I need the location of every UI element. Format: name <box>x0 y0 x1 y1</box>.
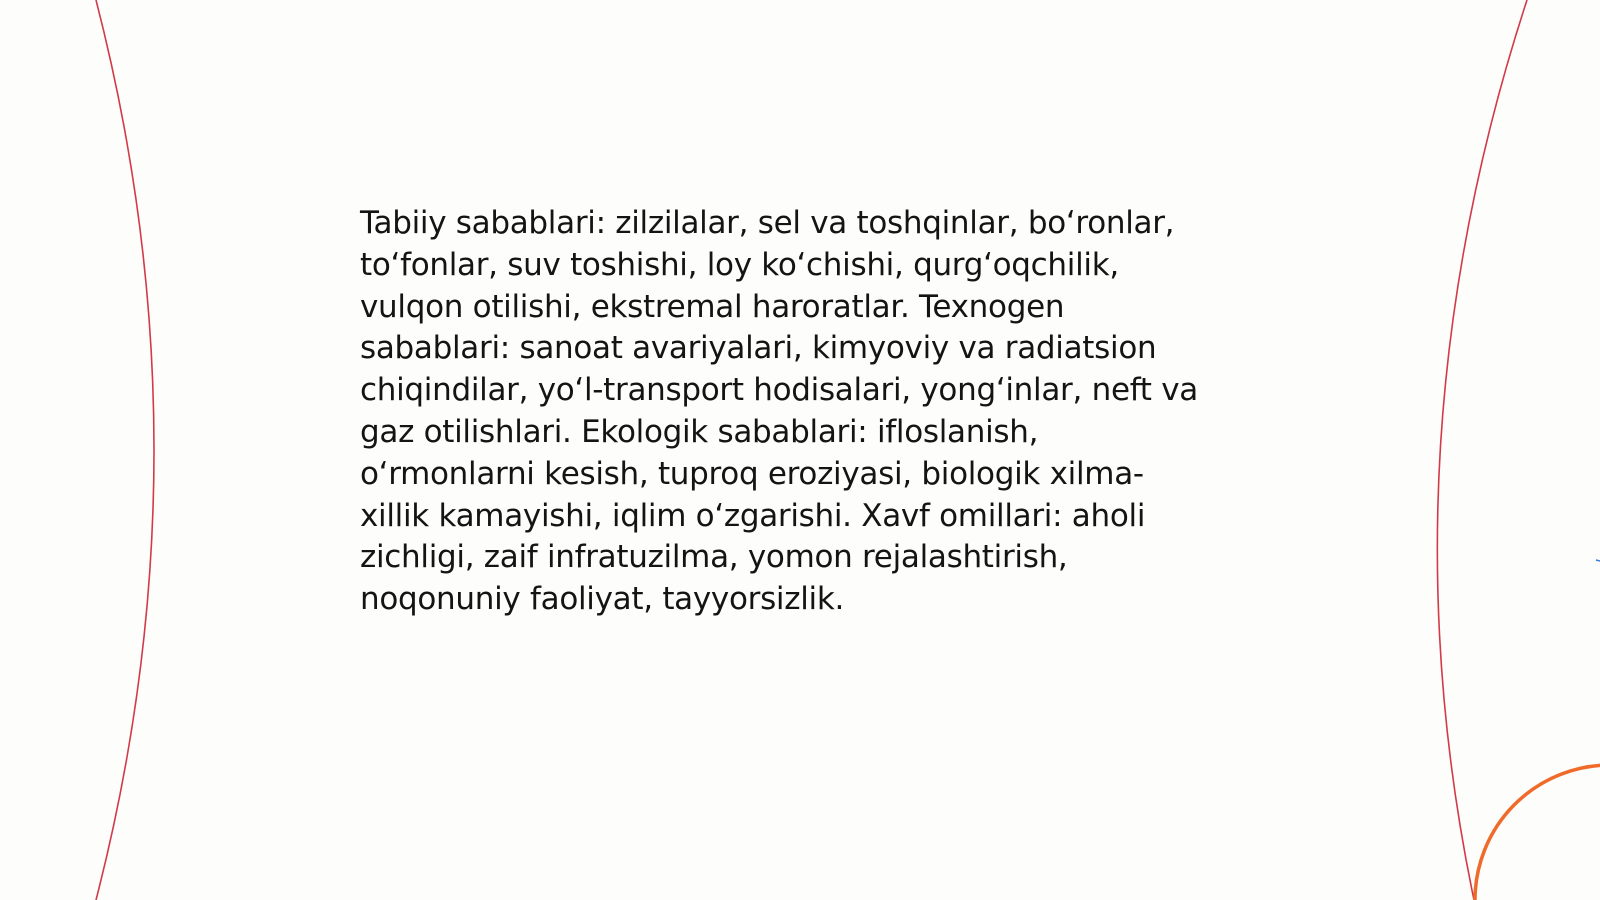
body-line: o‘rmonlarni kesish, tuproq eroziyasi, biologik xilma- <box>360 455 1144 492</box>
body-paragraph <box>360 203 1260 621</box>
body-line: xillik kamayishi, iqlim o‘zgarishi. Xavf omillari: aholi <box>360 497 1146 534</box>
right-curve-line <box>1437 0 1527 900</box>
body-line: to‘fonlar, suv toshishi, loy ko‘chishi, qurg‘oqchilik, <box>360 246 1119 283</box>
body-line: vulqon otilishi, ekstremal haroratlar. Texnogen <box>360 288 1065 325</box>
left-curve-line <box>96 0 154 900</box>
body-line: gaz otilishlari. Ekologik sabablari: ifloslanish, <box>360 413 1039 450</box>
body-line: chiqindilar, yo‘l-transport hodisalari, yong‘inlar, neft va <box>360 372 1198 409</box>
right-edge-mark <box>1596 560 1600 561</box>
accent-arc <box>1475 765 1600 900</box>
body-line: zichligi, zaif infratuzilma, yomon rejalashtirish, <box>360 539 1068 576</box>
body-line: sabablari: sanoat avariyalari, kimyoviy va radiatsion <box>360 330 1157 367</box>
body-line: Tabiiy sabablari: zilzilalar, sel va toshqinlar, bo‘ronlar, <box>360 205 1175 241</box>
body-line: noqonuniy faoliyat, tayyorsizlik. <box>360 581 845 618</box>
